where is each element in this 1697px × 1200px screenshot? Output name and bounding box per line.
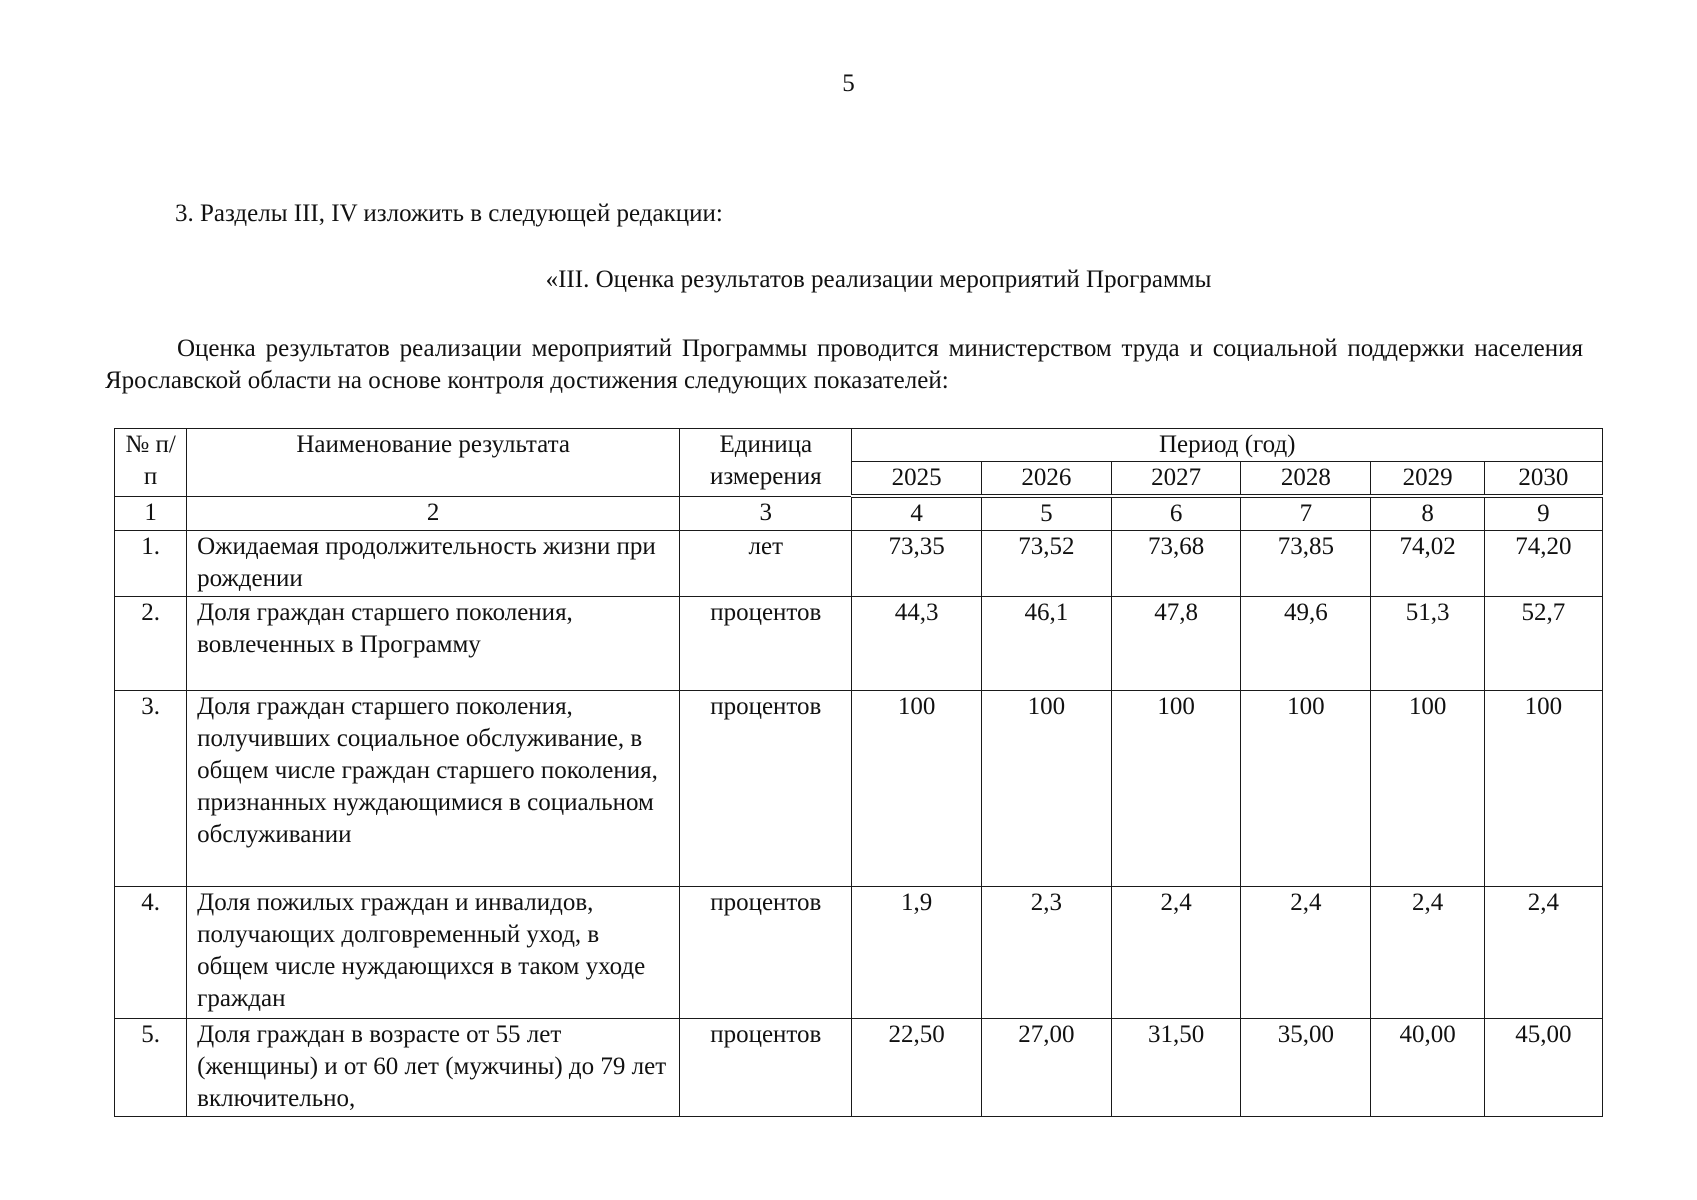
row-value: 73,85: [1241, 531, 1371, 597]
header-year: 2028: [1241, 462, 1371, 497]
header-num: № п/п: [115, 429, 187, 497]
row-value: 100: [852, 691, 981, 887]
results-table: [114, 428, 1603, 1117]
row-value: 73,68: [1111, 531, 1240, 597]
row-value: 27,00: [981, 1019, 1111, 1117]
row-value: 2,4: [1111, 887, 1240, 1019]
column-index: 1: [115, 496, 187, 531]
header-period: Период (год): [852, 429, 1603, 462]
column-index: 3: [680, 496, 852, 531]
row-value: 1,9: [852, 887, 981, 1019]
header-year: 2030: [1484, 462, 1602, 497]
row-value: 73,52: [981, 531, 1111, 597]
header-year: 2029: [1371, 462, 1484, 497]
row-value: 2,3: [981, 887, 1111, 1019]
column-index: 6: [1111, 496, 1240, 531]
row-unit: лет: [680, 531, 852, 597]
row-value: 100: [1111, 691, 1240, 887]
row-value: 49,6: [1241, 597, 1371, 691]
row-value: 74,20: [1484, 531, 1602, 597]
row-value: 22,50: [852, 1019, 981, 1117]
row-value: 51,3: [1371, 597, 1484, 691]
header-row-1: [115, 429, 1603, 462]
row-num: 5.: [115, 1019, 187, 1117]
column-index: 5: [981, 496, 1111, 531]
row-value: 100: [1484, 691, 1602, 887]
row-name: Доля граждан старшего поколения, вовлеченных в Программу: [187, 597, 680, 691]
intro-text: Оценка результатов реализации мероприятий Программы проводится министерством труда и социальной поддержки населения Ярославской области на основе контроля достижения следующих показателей:: [105, 335, 1583, 394]
row-unit: процентов: [680, 887, 852, 1019]
row-name: Доля граждан в возрасте от 55 лет (женщины) и от 60 лет (мужчины) до 79 лет включительно,: [187, 1019, 680, 1117]
row-value: 44,3: [852, 597, 981, 691]
row-name: Доля граждан старшего поколения, получивших социальное обслуживание, в общем числе граждан старшего поколения, признанных нуждающимися в социальном обслуживании: [187, 691, 680, 887]
row-value: 100: [1241, 691, 1371, 887]
table-row: [115, 887, 1603, 1019]
row-num: 4.: [115, 887, 187, 1019]
table-row: [115, 597, 1603, 691]
table-row: [115, 1019, 1603, 1117]
row-value: 35,00: [1241, 1019, 1371, 1117]
row-value: 73,35: [852, 531, 981, 597]
row-name: Доля пожилых граждан и инвалидов, получающих долговременный уход, в общем числе нуждающихся в таком уходе граждан: [187, 887, 680, 1019]
column-index: 7: [1241, 496, 1371, 531]
column-index: 2: [187, 496, 680, 531]
section-title: «III. Оценка результатов реализации мероприятий Программы: [545, 266, 1212, 293]
header-year: 2026: [981, 462, 1111, 497]
amendment-instruction: 3. Разделы III, IV изложить в следующей редакции:: [175, 200, 723, 227]
row-num: 3.: [115, 691, 187, 887]
row-value: 40,00: [1371, 1019, 1484, 1117]
table-row: [115, 531, 1603, 597]
header-year: 2027: [1111, 462, 1240, 497]
row-value: 100: [981, 691, 1111, 887]
row-num: 1.: [115, 531, 187, 597]
header-name: Наименование результата: [187, 429, 680, 497]
column-index: 9: [1484, 496, 1602, 531]
header-year: 2025: [852, 462, 981, 497]
row-value: 2,4: [1241, 887, 1371, 1019]
column-index-row: [115, 496, 1603, 531]
row-unit: процентов: [680, 1019, 852, 1117]
row-value: 31,50: [1111, 1019, 1240, 1117]
row-name: Ожидаемая продолжительность жизни при рождении: [187, 531, 680, 597]
row-value: 52,7: [1484, 597, 1602, 691]
row-value: 47,8: [1111, 597, 1240, 691]
row-value: 2,4: [1371, 887, 1484, 1019]
row-unit: процентов: [680, 597, 852, 691]
column-index: 4: [852, 496, 981, 531]
row-value: 100: [1371, 691, 1484, 887]
header-unit: Единица измерения: [680, 429, 852, 497]
table-row: [115, 691, 1603, 887]
column-index: 8: [1371, 496, 1484, 531]
row-value: 2,4: [1484, 887, 1602, 1019]
intro-paragraph: [105, 333, 1583, 397]
row-value: 46,1: [981, 597, 1111, 691]
row-num: 2.: [115, 597, 187, 691]
row-value: 45,00: [1484, 1019, 1602, 1117]
row-value: 74,02: [1371, 531, 1484, 597]
page-number: 5: [842, 70, 855, 97]
row-unit: процентов: [680, 691, 852, 887]
